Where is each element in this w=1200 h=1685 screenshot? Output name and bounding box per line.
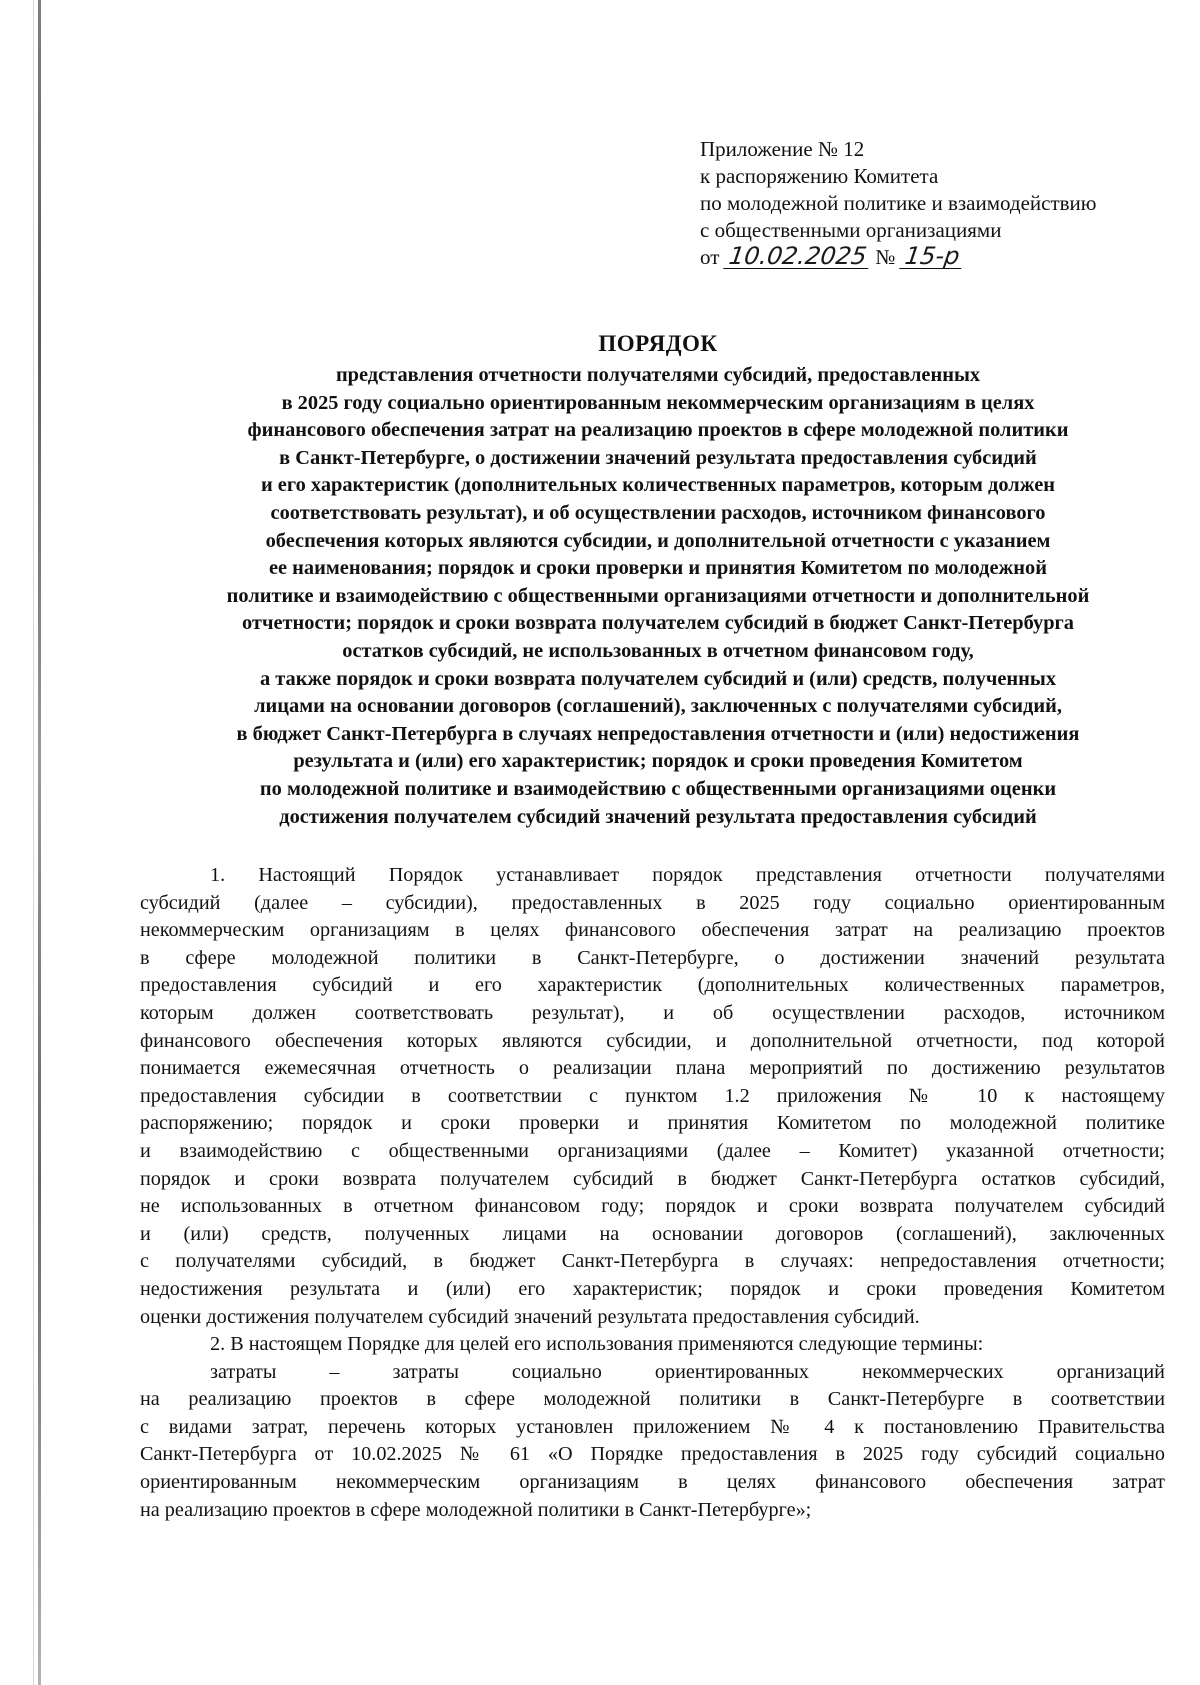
paragraph-2-line: ориентированным некоммерческим организациям в целях финансового обеспечения затрат	[140, 1471, 1165, 1494]
subtitle-line: политике и взаимодействию с общественными организациями отчетности и дополнительной	[226, 584, 1090, 607]
number-prefix: №	[875, 245, 896, 269]
paragraph-2-line: Санкт-Петербурга от 10.02.2025 № 61 «О Порядке предоставления в 2025 году субсидий социально	[140, 1443, 1165, 1466]
appendix-date-line	[700, 244, 1170, 271]
subtitle-line: отчетности; порядок и сроки возврата получателем субсидий в бюджет Санкт-Петербурга	[242, 612, 1074, 635]
paragraph-2-line: на реализацию проектов в сфере молодежной политики в Санкт-Петербурге»;	[140, 1498, 812, 1521]
subtitle-line: в Санкт-Петербурге, о достижении значений результата предоставления субсидий	[279, 446, 1037, 469]
paragraph-1-line: понимается ежемесячная отчетность о реализации плана мероприятий по достижению результатов	[140, 1057, 1165, 1080]
paragraph-2-line: 2. В настоящем Порядке для целей его использования применяются следующие термины:	[210, 1333, 984, 1356]
handwritten-date: 10.02.2025	[723, 244, 872, 269]
document-subtitle	[140, 362, 1176, 831]
appendix-number: Приложение № 12	[700, 137, 865, 161]
paragraph-1-line: 1. Настоящий Порядок устанавливает порядок представления отчетности получателями	[210, 864, 1165, 886]
scan-shadow	[33, 0, 34, 1685]
paragraph-1-line: некоммерческим организациям в целях финансового обеспечения затрат на реализацию проектов	[140, 919, 1165, 942]
paragraph-2-line: на реализацию проектов в сфере молодежной политики в Санкт-Петербурге в соответствии	[140, 1388, 1165, 1411]
paragraph-1-line: с получателями субсидий, в бюджет Санкт-Петербурга в случаях: непредоставления отчетности;	[140, 1250, 1165, 1273]
paragraph-1-line: и взаимодействию с общественными организациями (далее – Комитет) указанной отчетности;	[140, 1139, 1165, 1162]
paragraph-2-line: с видами затрат, перечень которых установлен приложением № 4 к постановлению Правительства	[140, 1415, 1165, 1438]
appendix-header	[700, 136, 1170, 271]
appendix-organizations: с общественными организациями	[700, 218, 1002, 242]
paragraph-1-line: в сфере молодежной политики в Санкт-Петербурге, о достижении значений результата	[140, 946, 1165, 969]
paragraph-1-line: предоставления субсидий и его характеристик (дополнительных количественных параметров,	[140, 974, 1165, 997]
paragraph-1-line: распоряжению; порядок и сроки проверки и принятия Комитетом по молодежной политике	[140, 1112, 1165, 1135]
subtitle-line: представления отчетности получателями субсидий, предоставленных	[335, 364, 981, 386]
paragraph-1-line: недостижения результата и (или) его характеристик; порядок и сроки проведения Комитетом	[140, 1277, 1165, 1300]
handwritten-number: 15-р	[899, 244, 965, 269]
subtitle-line: результата и (или) его характеристик; порядок и сроки проведения Комитетом	[293, 750, 1023, 773]
scan-binding-edge	[38, 0, 41, 1685]
appendix-order-ref: к распоряжению Комитета	[700, 164, 939, 188]
paragraph-1-line: финансового обеспечения которых являются субсидии, и дополнительной отчетности, под которой	[140, 1029, 1165, 1052]
paragraph-1-line: порядок и сроки возврата получателем субсидий в бюджет Санкт-Петербурга остатков субсидий,	[140, 1167, 1165, 1190]
subtitle-line: финансового обеспечения затрат на реализацию проектов в сфере молодежной политики	[247, 419, 1069, 442]
paragraph-1-line: субсидий (далее – субсидии), предоставленных в 2025 году социально ориентированным	[140, 891, 1165, 914]
subtitle-line: соответствовать результат), и об осуществлении расходов, источником финансового	[270, 501, 1046, 524]
subtitle-line: в 2025 году социально ориентированным некоммерческим организациям в целях	[281, 391, 1035, 414]
subtitle-line: достижения получателем субсидий значений результата предоставления субсидий	[279, 805, 1037, 828]
subtitle-line: по молодежной политике и взаимодействию с общественными организациями оценки	[259, 777, 1057, 800]
paragraph-1-line: предоставления субсидии в соответствии с пунктом 1.2 приложения № 10 к настоящему	[140, 1084, 1165, 1107]
document-title: ПОРЯДОК	[598, 331, 718, 356]
subtitle-line: в бюджет Санкт-Петербурга в случаях непредоставления отчетности и (или) недостижения	[236, 722, 1080, 745]
appendix-committee: по молодежной политике и взаимодействию	[700, 191, 1097, 215]
paragraph-1-line: и (или) средств, полученных лицами на основании договоров (соглашений), заключенных	[140, 1222, 1165, 1245]
document-body	[140, 862, 1165, 1524]
paragraph-1-line: не использованных в отчетном финансовом году; порядок и сроки возврата получателем субсидий	[140, 1195, 1165, 1218]
subtitle-line: обеспечения которых являются субсидии, и дополнительной отчетности с указанием	[265, 529, 1051, 552]
paragraph-2-line: затраты – затраты социально ориентированных некоммерческих организаций	[210, 1360, 1165, 1383]
subtitle-line: лицами на основании договоров (соглашений), заключенных с получателями субсидий,	[254, 695, 1062, 718]
subtitle-line: ее наименования; порядок и сроки проверки и принятия Комитетом по молодежной	[268, 557, 1048, 580]
from-prefix: от	[700, 245, 720, 269]
paragraph-1-line: оценки достижения получателем субсидий значений результата предоставления субсидий.	[140, 1305, 920, 1328]
paragraph-1-line: которым должен соответствовать результат), и об осуществлении расходов, источником	[140, 1001, 1165, 1024]
subtitle-line: а также порядок и сроки возврата получателем субсидий и (или) средств, полученных	[259, 667, 1057, 690]
subtitle-line: остатков субсидий, не использованных в отчетном финансовом году,	[342, 639, 974, 662]
subtitle-line: и его характеристик (дополнительных количественных параметров, которым должен	[260, 474, 1056, 497]
